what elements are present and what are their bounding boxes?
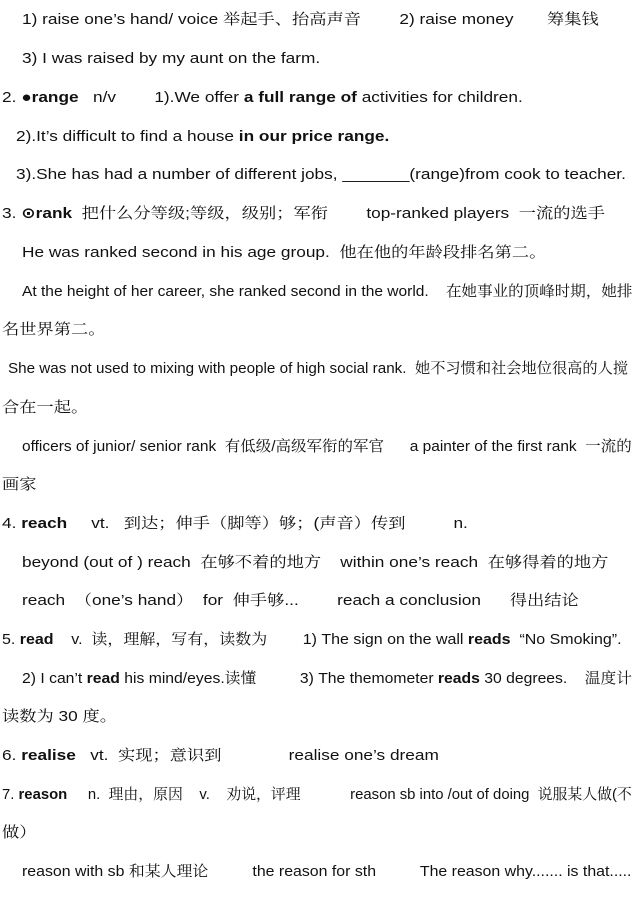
text-line: He was ranked second in his age group. 他在他的年龄段排名第二。 <box>22 244 547 261</box>
text-line: 3. ⊙rank 把什么分等级;等级，级别；军衔 top-ranked players 一流的选手 <box>2 205 606 222</box>
text-line: 2. ●range n/v 1).We offer a full range of activities for children. <box>2 89 523 106</box>
text-line: 3) I was raised by my aunt on the farm. <box>22 50 321 67</box>
text-line: 5. read v. 读，理解，写有，读数为 1) The sign on the wall reads “No Smoking”. <box>2 631 622 648</box>
text-line: officers of junior/ senior rank 有低级/高级军衔的军官 a painter of the first rank 一流的 <box>22 438 632 455</box>
text-line: At the height of her career, she ranked second in the world. 在她事业的顶峰时期，她排 <box>22 283 633 300</box>
text-line: 2).It’s difficult to find a house in our price range. <box>16 128 390 145</box>
text-line: 4. reach vt. 到达；伸手（脚等）够；(声音）传到 n. <box>2 515 468 532</box>
text-line: reach （one’s hand） for 伸手够... reach a conclusion 得出结论 <box>22 592 579 609</box>
text-line: 1) raise one’s hand/ voice 举起手、抬高声音 2) raise money 筹集钱 <box>22 11 599 28</box>
text-line: 画家 <box>2 476 37 493</box>
text-line: 做） <box>2 824 37 841</box>
text-line: reason with sb 和某人理论 the reason for sth The reason why....... is that..... <box>22 863 632 880</box>
text-line: 3).She has had a number of different jobs, _______(range)from cook to teacher. <box>16 166 626 183</box>
text-line: 7. reason n. 理由，原因 v. 劝说，评理 reason sb into /out of doing 说服某人做(不 <box>2 786 632 803</box>
text-line: 2) I can’t read his mind/eyes.读懂 3) The themometer reads 30 degrees. 温度计 <box>22 670 632 687</box>
text-line: 名世界第二。 <box>2 321 106 338</box>
text-line: She was not used to mixing with people of high social rank. 她不习惯和社会地位很高的人搅 <box>8 360 629 377</box>
text-line: 读数为 30 度。 <box>2 708 118 725</box>
text-line: 合在一起。 <box>2 399 89 416</box>
text-line: beyond (out of ) reach 在够不着的地方 within one’s reach 在够得着的地方 <box>22 554 609 571</box>
text-line: 6. realise vt. 实现；意识到 realise one’s dream <box>2 747 439 764</box>
